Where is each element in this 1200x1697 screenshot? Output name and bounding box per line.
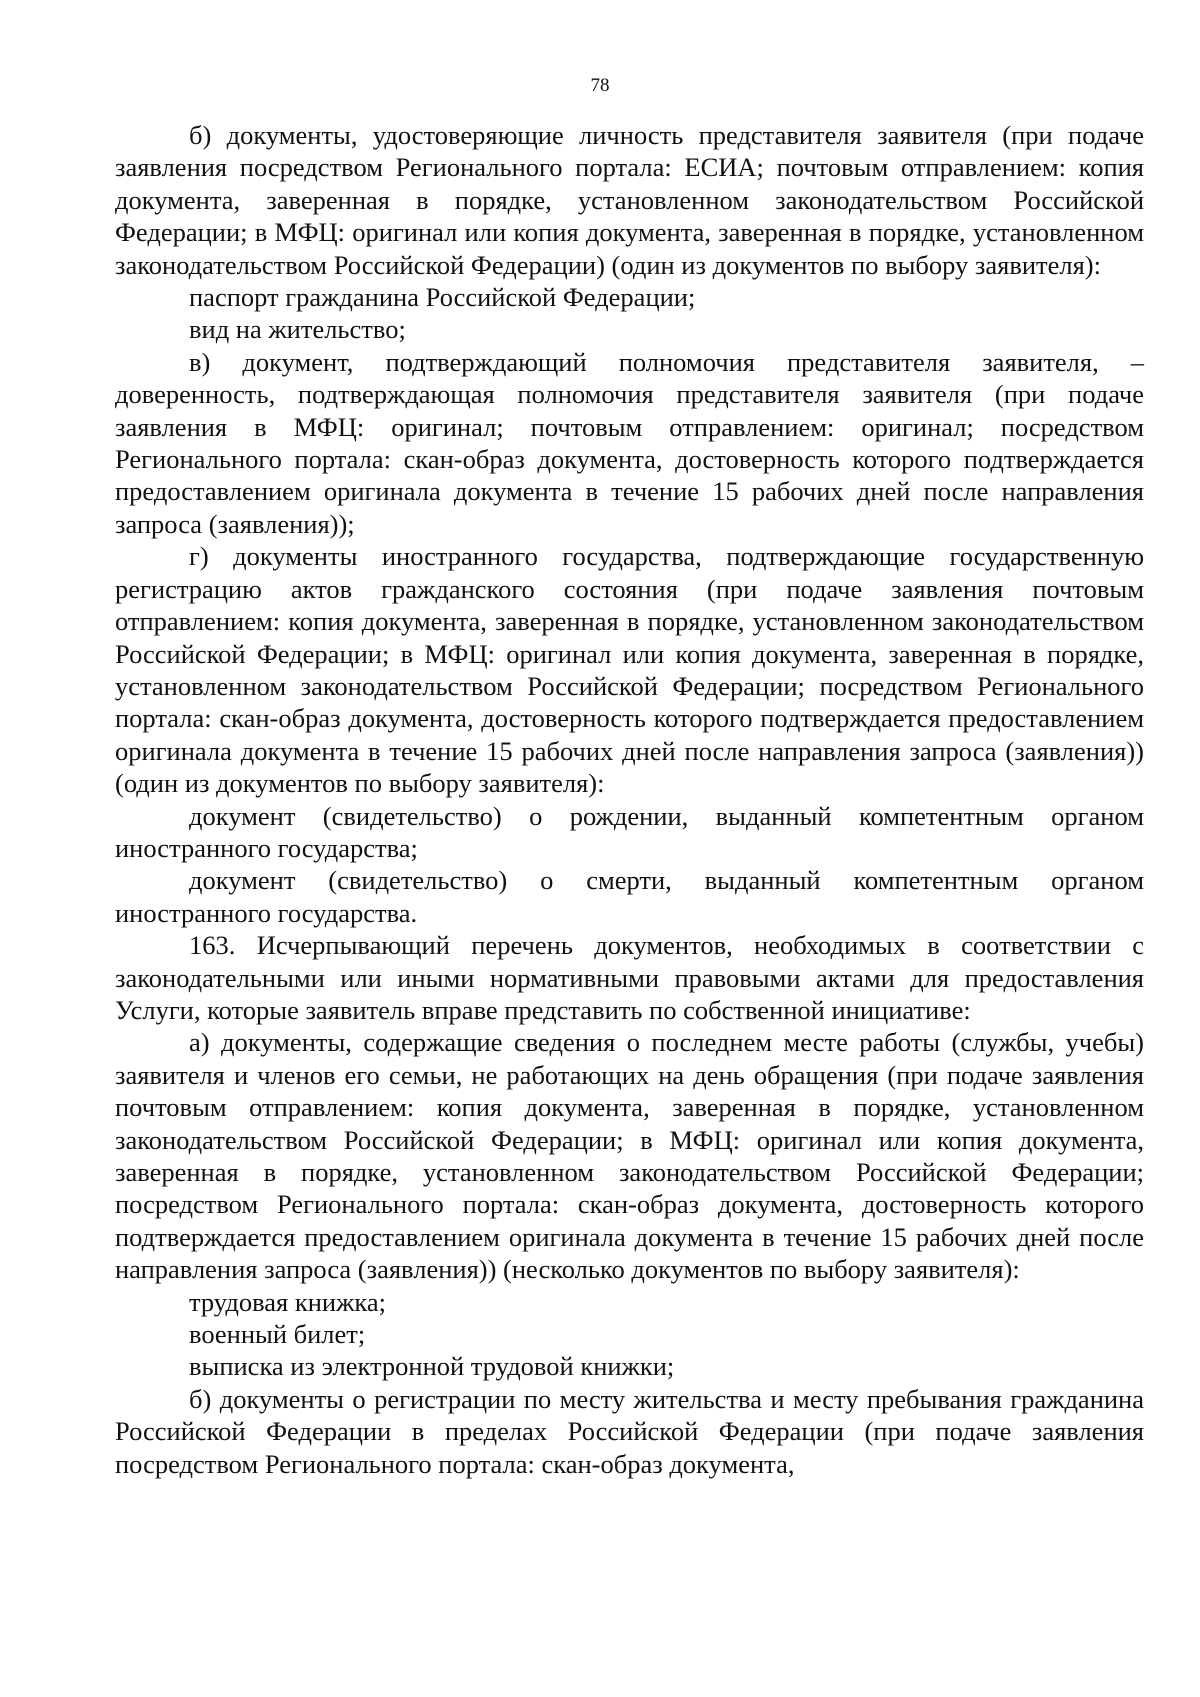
paragraph-b-representative-identity: б) документы, удостоверяющие личность представителя заявителя (при подаче заявления посредством Регионального портала: ЕСИА; почтовым отправлением: копия документа, заверенная в порядке, установленном законодательством Российской Федерации; в МФЦ: оригинал или копия документа, заверенная в порядке, установленном законодательством Российской Федерации) (один из документов по выбору заявителя): — [115, 120, 1144, 280]
list-item-electronic-work-book: выписка из электронной трудовой книжки; — [189, 1351, 675, 1382]
list-item-passport: паспорт гражданина Российской Федерации; — [189, 282, 696, 313]
list-item-work-book: трудовая книжка; — [189, 1286, 387, 1317]
paragraph-g-foreign-documents: г) документы иностранного государства, подтверждающие государственную регистрацию актов гражданского состояния (при подаче заявления почтовым отправлением: копия документа, заверенная в порядке, установленном законодательством Российской Федерации; в МФЦ: оригинал или копия документа, заверенная в порядке, установленном законодательством Российской Федерации; посредством Регионального портала: скан-образ документа, достоверность которого подтверждается предоставлением оригинала документа в течение 15 рабочих дней после направления запроса (заявления)) (один из документов по выбору заявителя): — [115, 541, 1144, 799]
paragraph-v-power-of-attorney: в) документ, подтверждающий полномочия представителя заявителя, – доверенность, подтверждающая полномочия представителя заявителя (при подаче заявления в МФЦ: оригинал; почтовым отправлением: оригинал; посредством Регионального портала: скан-образ документа, достоверность которого подтверждается предоставлением оригинала документа в течение 15 рабочих дней после направления запроса (заявления)); — [115, 346, 1144, 539]
clause-163: 163. Исчерпывающий перечень документов, необходимых в соответствии с законодательными или иными нормативными правовыми актами для предоставления Услуги, которые заявитель вправе представить по собственной инициативе: — [115, 930, 1144, 1025]
document-body — [115, 119, 1144, 1480]
list-item-military-id: военный билет; — [189, 1319, 366, 1350]
list-item-death-certificate: документ (свидетельство) о смерти, выданный компетентным органом иностранного государства. — [115, 865, 1144, 928]
list-item-residence-permit: вид на жительство; — [189, 314, 406, 345]
paragraph-a-employment-info: а) документы, содержащие сведения о последнем месте работы (службы, учебы) заявителя и членов его семьи, не работающих на день обращения (при подаче заявления почтовым отправлением: копия документа, заверенная в порядке, установленном законодательством Российской Федерации; в МФЦ: оригинал или копия документа, заверенная в порядке, установленном законодательством Российской Федерации; посредством Регионального портала: скан-образ документа, достоверность которого подтверждается предоставлением оригинала документа в течение 15 рабочих дней после направления запроса (заявления)) (несколько документов по выбору заявителя): — [115, 1027, 1144, 1285]
paragraph-b-registration-documents: б) документы о регистрации по месту жительства и месту пребывания гражданина Российской Федерации в пределах Российской Федерации (при подаче заявления посредством Регионального портала: скан-образ документа, — [115, 1383, 1144, 1479]
page-number: 78 — [590, 75, 610, 96]
list-item-birth-certificate: документ (свидетельство) о рождении, выданный компетентным органом иностранного государства; — [115, 800, 1144, 863]
